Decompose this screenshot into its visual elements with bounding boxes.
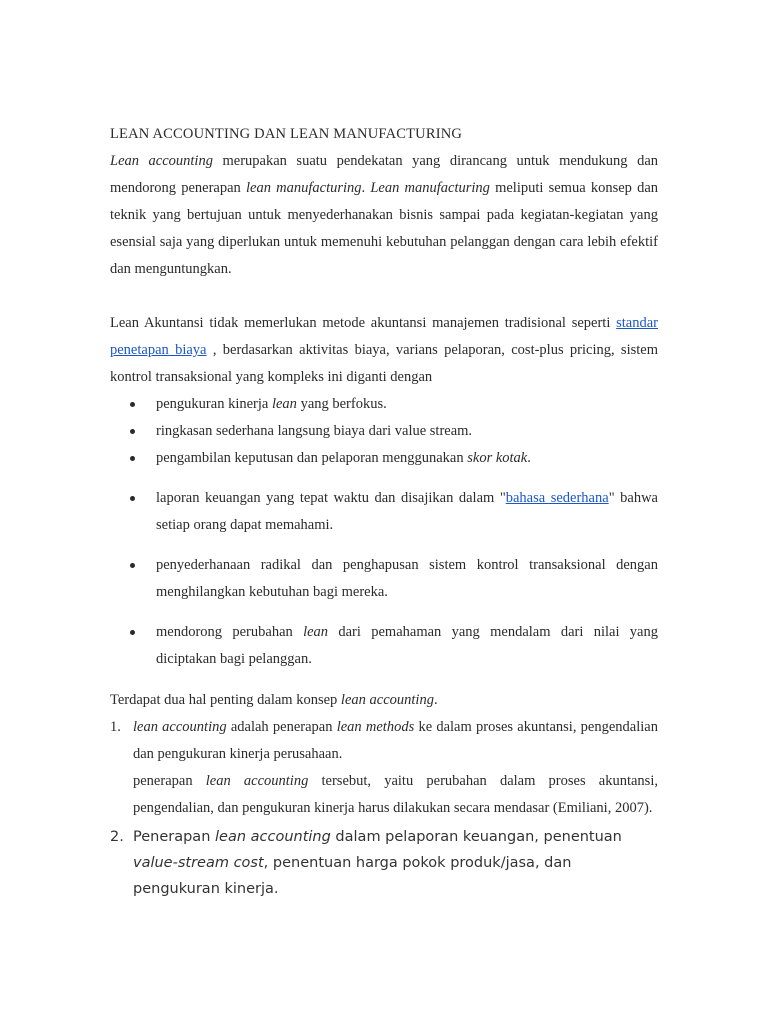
item-number: 2. (110, 829, 124, 845)
list-item: penyederhanaan radikal dan penghapusan sistem kontrol transaksional dengan menghilangkan kebutuhan bagi mereka. (110, 552, 658, 606)
bullet-icon (130, 496, 135, 501)
link-standar-penetapan-biaya[interactable]: standar penetapan biaya (110, 315, 658, 358)
item-text: lean accounting adalah penerapan lean methods ke dalam proses akuntansi, pengendalian dan pengukuran kinerja perusahaan. (133, 719, 658, 762)
list-item: mendorong perubahan lean dari pemahaman yang mendalam dari nilai yang diciptakan bagi pelanggan. (110, 619, 658, 673)
bullet-icon (130, 402, 135, 407)
list-item: pengukuran kinerja lean yang berfokus. (110, 391, 658, 418)
document-page (110, 124, 658, 902)
text-span: merupakan suatu pendekatan yang dirancang untuk mendukung dan mendorong penerapan (110, 153, 658, 196)
bullet-icon (130, 456, 135, 461)
text-span: meliputi semua konsep dan teknik yang bertujuan untuk menyederhanakan bisnis sampai pada kegiatan-kegiatan yang esensial saja yang diperlukan untuk memenuhi kebutuhan pelanggan dengan cara lebih efektif dan menguntungkan. (110, 180, 659, 277)
term-lean-manufacturing: lean manufacturing (245, 180, 362, 196)
document-title: LEAN ACCOUNTING DAN LEAN MANUFACTURING (110, 126, 463, 142)
lean-akuntansi-paragraph (110, 310, 658, 391)
bullet-list (110, 391, 658, 673)
text-span: . (361, 180, 371, 196)
link-bahasa-sederhana[interactable]: bahasa sederhana (505, 490, 609, 506)
term-lean-accounting: Lean accounting (110, 153, 213, 169)
numbered-item-2: 2. Penerapan lean accounting dalam pelaporan keuangan, penentuan value-stream cost, penentuan harga pokok produk/jasa, dan pengukuran kinerja. (110, 824, 658, 902)
item-subtext: penerapan lean accounting tersebut, yaitu perubahan dalam proses akuntansi, pengendalian, dan pengukuran kinerja harus dilakukan secara mendasar (Emiliani, 2007). (133, 773, 658, 816)
bullet-icon (130, 563, 135, 568)
numbered-list (110, 714, 658, 902)
bullet-icon (130, 630, 135, 635)
list-item: ringkasan sederhana langsung biaya dari value stream. (110, 418, 658, 445)
term-lean-manufacturing: Lean manufacturing (370, 180, 490, 196)
text-span: , berdasarkan aktivitas biaya, varians pelaporan, cost-plus pricing, sistem kontrol transaksional yang kompleks ini diganti dengan (110, 342, 658, 385)
intro-paragraph (110, 148, 658, 283)
numbered-intro: Terdapat dua hal penting dalam konsep lean accounting. (110, 692, 438, 708)
item-number: 1. (110, 719, 121, 735)
list-item: pengambilan keputusan dan pelaporan menggunakan skor kotak. (110, 445, 658, 472)
text-span: Lean Akuntansi tidak memerlukan metode akuntansi manajemen tradisional seperti (110, 315, 617, 331)
list-item: laporan keuangan yang tepat waktu dan disajikan dalam "bahasa sederhana" bahwa setiap orang dapat memahami. (110, 485, 658, 539)
numbered-item-1 (110, 714, 658, 822)
bullet-icon (130, 429, 135, 434)
